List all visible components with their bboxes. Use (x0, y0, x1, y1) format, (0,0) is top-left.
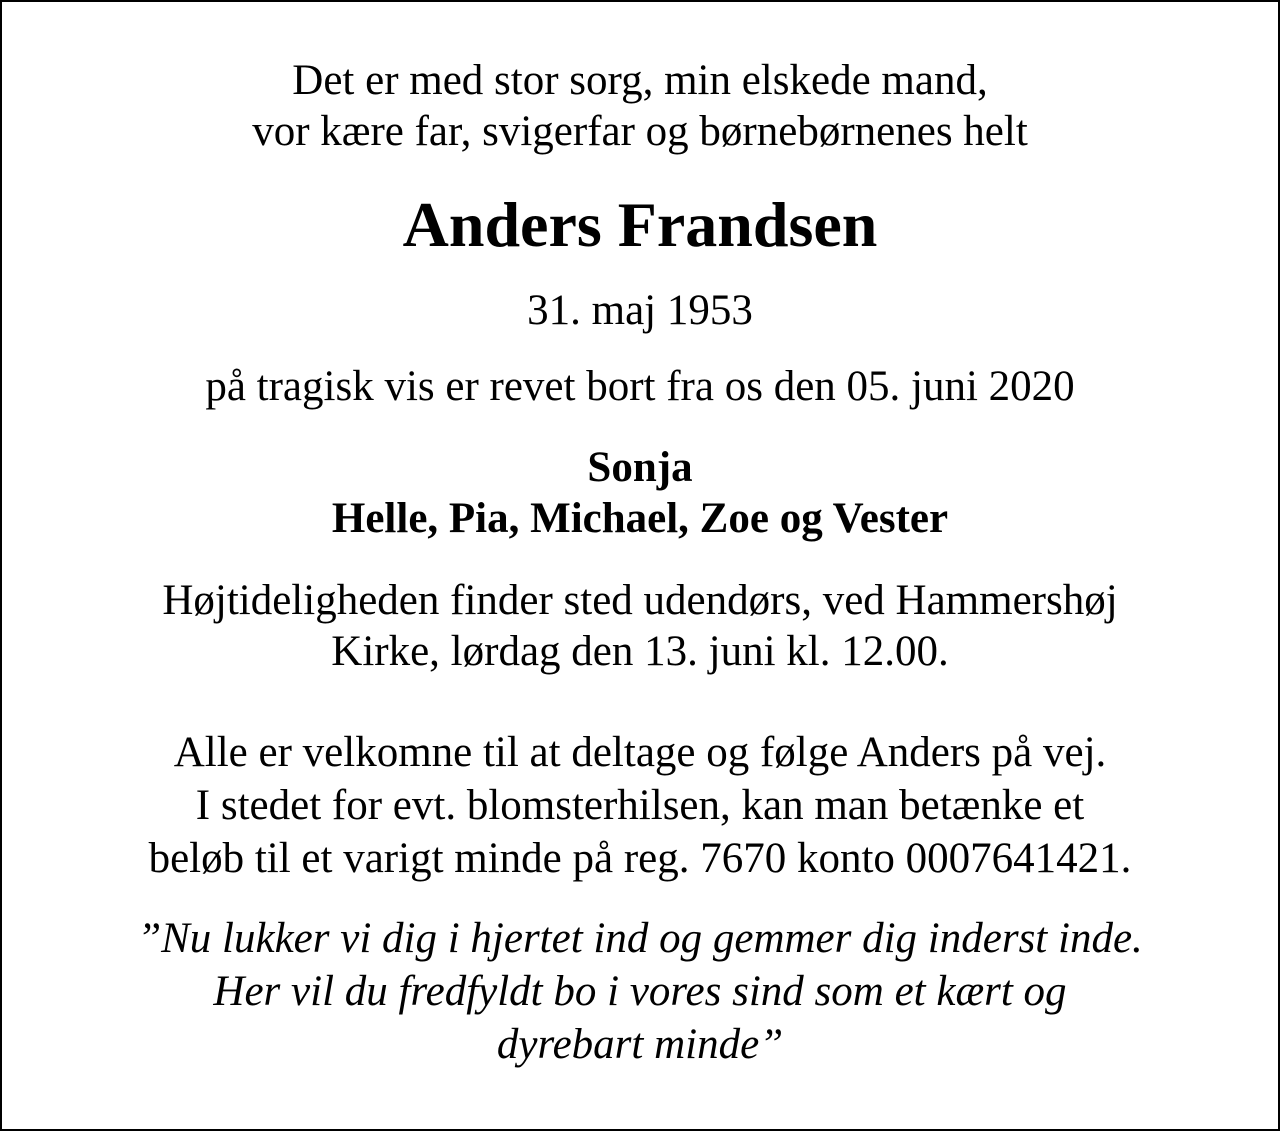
welcome-line-3: beløb til et varigt minde på reg. 7670 konto 0007641421. (148, 835, 1132, 882)
quote-line-3: dyrebart minde” (496, 1021, 784, 1068)
quote-line-1: ”Nu lukker vi dig i hjertet ind og gemmer dig inderst inde. (137, 915, 1143, 962)
family-line-2: Helle, Pia, Michael, Zoe og Vester (331, 495, 949, 542)
welcome-line-2: I stedet for evt. blomsterhilsen, kan man betænke et (195, 782, 1085, 829)
ceremony-line-2: Kirke, lørdag den 13. juni kl. 12.00. (331, 628, 949, 675)
ceremony-line-1: Højtideligheden finder sted udendørs, ved Hammershøj (162, 577, 1118, 624)
family-line-1: Sonja (587, 444, 693, 491)
welcome-line-1: Alle er velkomne til at deltage og følge Anders på vej. (173, 729, 1107, 776)
intro-line-1: Det er med stor sorg, min elskede mand, (292, 57, 988, 104)
birth-date: 31. maj 1953 (527, 287, 753, 334)
death-text: på tragisk vis er revet bort fra os den 05. juni 2020 (205, 363, 1075, 410)
deceased-name: Anders Frandsen (402, 189, 878, 260)
quote-line-2: Her vil du fredfyldt bo i vores sind som et kært og (213, 968, 1067, 1015)
intro-line-2: vor kære far, svigerfar og børnebørnenes helt (252, 108, 1028, 155)
